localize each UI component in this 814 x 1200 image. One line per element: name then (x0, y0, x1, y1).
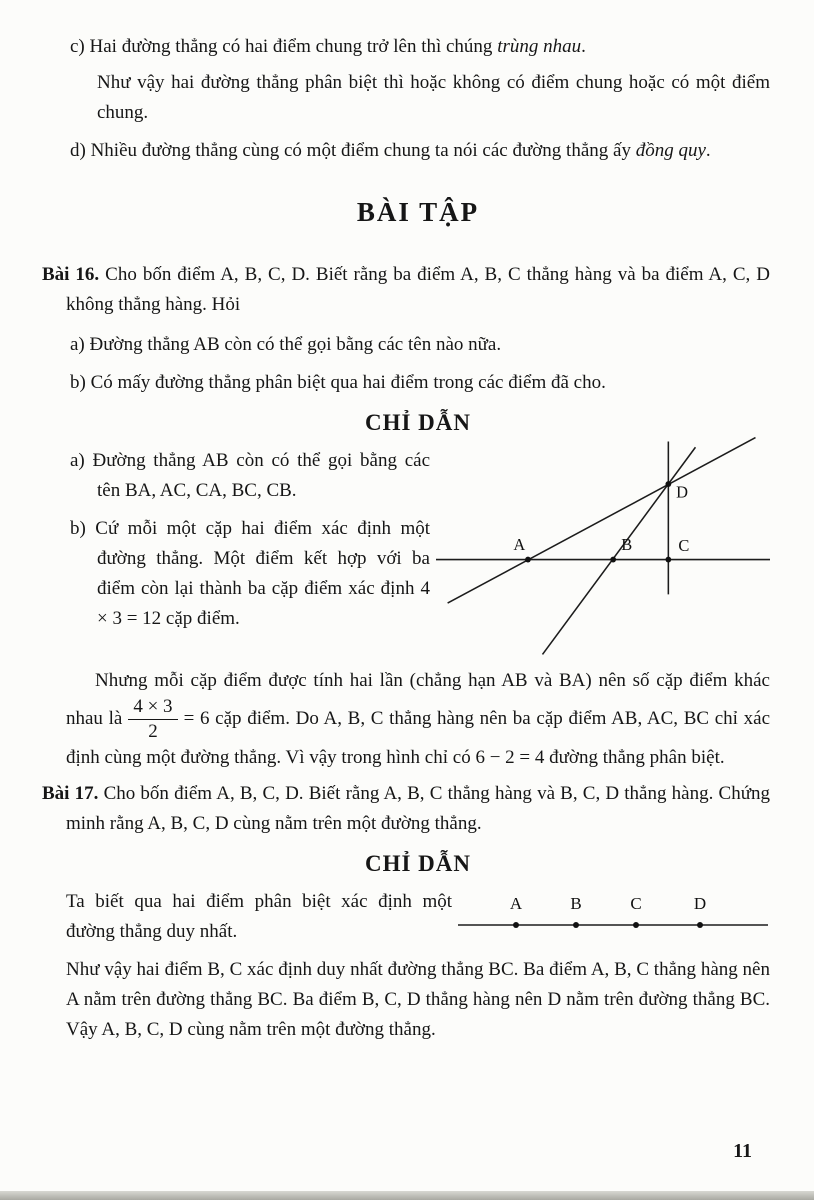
exercise-17-label: Bài 17. (42, 783, 99, 804)
exercise-16-question-b (66, 368, 770, 398)
exercise-17-text: Cho bốn điểm A, B, C, D. Biết rằng A, B, C thẳng hàng và B, C, D thẳng hàng. Chứng minh rằng A, B, C, D cùng nằm trên một đường thẳng. (66, 783, 771, 834)
guide-a-label: a) (70, 450, 85, 471)
question-a-label: a) (70, 334, 85, 355)
figure17-point-c (633, 922, 639, 928)
guide-a-text: Đường thẳng AB còn có thể gọi bằng các tên BA, AC, CA, BC, CB. (92, 450, 431, 501)
figure16-point-c (665, 557, 671, 563)
guide-16-text-column (66, 446, 430, 634)
item-c-subparagraph: Như vậy hai đường thẳng phân biệt thì hoặc không có điểm chung hoặc có một điểm chung. (97, 72, 770, 123)
figure16-point-d (665, 481, 671, 487)
page-number: 11 (733, 1140, 752, 1162)
figure16-label-a: A (513, 534, 526, 554)
fraction-denominator: 2 (148, 721, 158, 742)
figure16-point-a (525, 557, 531, 563)
list-item-d (66, 136, 770, 166)
figure17-point-a (513, 922, 519, 928)
exercise-17-statement (42, 779, 771, 839)
question-b-text: Có mấy đường thẳng phân biệt qua hai điểm trong các điểm đã cho. (90, 372, 606, 393)
figure16-label-c: C (678, 535, 690, 555)
figure16-line-ad (448, 438, 756, 604)
figure16-label-d: D (676, 482, 688, 502)
figure16-line-bd (542, 447, 695, 654)
figure17-label-c: C (630, 894, 642, 913)
guide-b-label: b) (70, 518, 86, 539)
figure17-label-b: B (570, 894, 582, 913)
guide-16-cont-part1: Nhưng mỗi cặp điểm được tính hai lần (chẳng hạn AB và BA) nên số cặp điểm khác nhau là (66, 670, 770, 729)
fraction-numerator: 4 × 3 (128, 696, 177, 720)
figure-lines-through-point-d (436, 432, 770, 660)
guide-16-answer-a (66, 446, 430, 506)
section-heading-exercises: BÀI TẬP (356, 197, 480, 227)
item-d-text: Nhiều đường thẳng cùng có một điểm chung ta nói các đường thẳng ấy (90, 140, 636, 161)
question-a-text: Đường thẳng AB còn có thể gọi bằng các tên nào nữa. (89, 334, 502, 355)
guide-heading-16: CHỈ DẪN (364, 410, 472, 435)
guide-16-answer-b (66, 514, 430, 634)
item-c-label: c) (70, 36, 85, 57)
scan-bottom-edge (0, 1191, 814, 1200)
item-c-italic-term: trùng nhau (497, 36, 582, 57)
figure17-point-b (573, 922, 579, 928)
item-c-text: Hai đường thẳng có hai điểm chung trở lên thì chúng (89, 36, 498, 57)
item-d-period: . (705, 140, 711, 161)
figure-collinear-points-abcd (458, 891, 770, 945)
question-b-label: b) (70, 372, 86, 393)
guide-heading-17: CHỈ DẪN (364, 851, 472, 876)
guide-16-row (66, 446, 770, 660)
fraction-4x3-over-2 (128, 696, 177, 743)
figure16-point-b (610, 557, 616, 563)
guide-17-intro: Ta biết qua hai điểm phân biệt xác định một đường thẳng duy nhất. (66, 891, 452, 942)
item-c-period: . (581, 36, 586, 57)
exercise-16-statement (42, 260, 771, 320)
guide-17-row (66, 887, 770, 947)
figure16-label-b: B (621, 534, 633, 554)
exercise-16-text: Cho bốn điểm A, B, C, D. Biết rằng ba điểm A, B, C thẳng hàng và ba điểm A, C, D không thẳng hàng. Hỏi (66, 264, 771, 315)
figure17-label-a: A (509, 894, 523, 913)
figure17-point-d (697, 922, 703, 928)
list-item-c (66, 32, 770, 62)
guide-17-text-column (66, 887, 452, 947)
guide-17-body: Như vậy hai điểm B, C xác định duy nhất đường thẳng BC. Ba điểm A, B, C thẳng hàng nên A nằm trên đường thẳng BC. Ba điểm B, C, D thẳng hàng nên D nằm trên đường thẳng BC. Vậy A, B, C, D cùng nằm trên một đường thẳng. (66, 959, 770, 1040)
item-d-label: d) (70, 140, 86, 161)
guide-16-cont-part2: = 6 cặp điểm. Do A, B, C thẳng hàng nên ba cặp điểm AB, AC, BC chỉ xác định cùng một đường thẳng. Vì vậy trong hình chỉ có 6 − 2 = 4 đường thẳng phân biệt. (66, 707, 770, 768)
guide-b-text: Cứ mỗi một cặp hai điểm xác định một đường thẳng. Một điểm kết hợp với ba điểm còn lại thành ba cặp điểm xác định 4 × 3 = 12 cặp điểm. (95, 518, 431, 629)
item-d-italic-term: đồng quy (635, 140, 706, 161)
exercise-16-label: Bài 16. (42, 264, 100, 285)
guide-16-continuation (66, 666, 770, 773)
exercise-16-question-a (66, 330, 770, 360)
figure17-label-d: D (693, 894, 707, 913)
